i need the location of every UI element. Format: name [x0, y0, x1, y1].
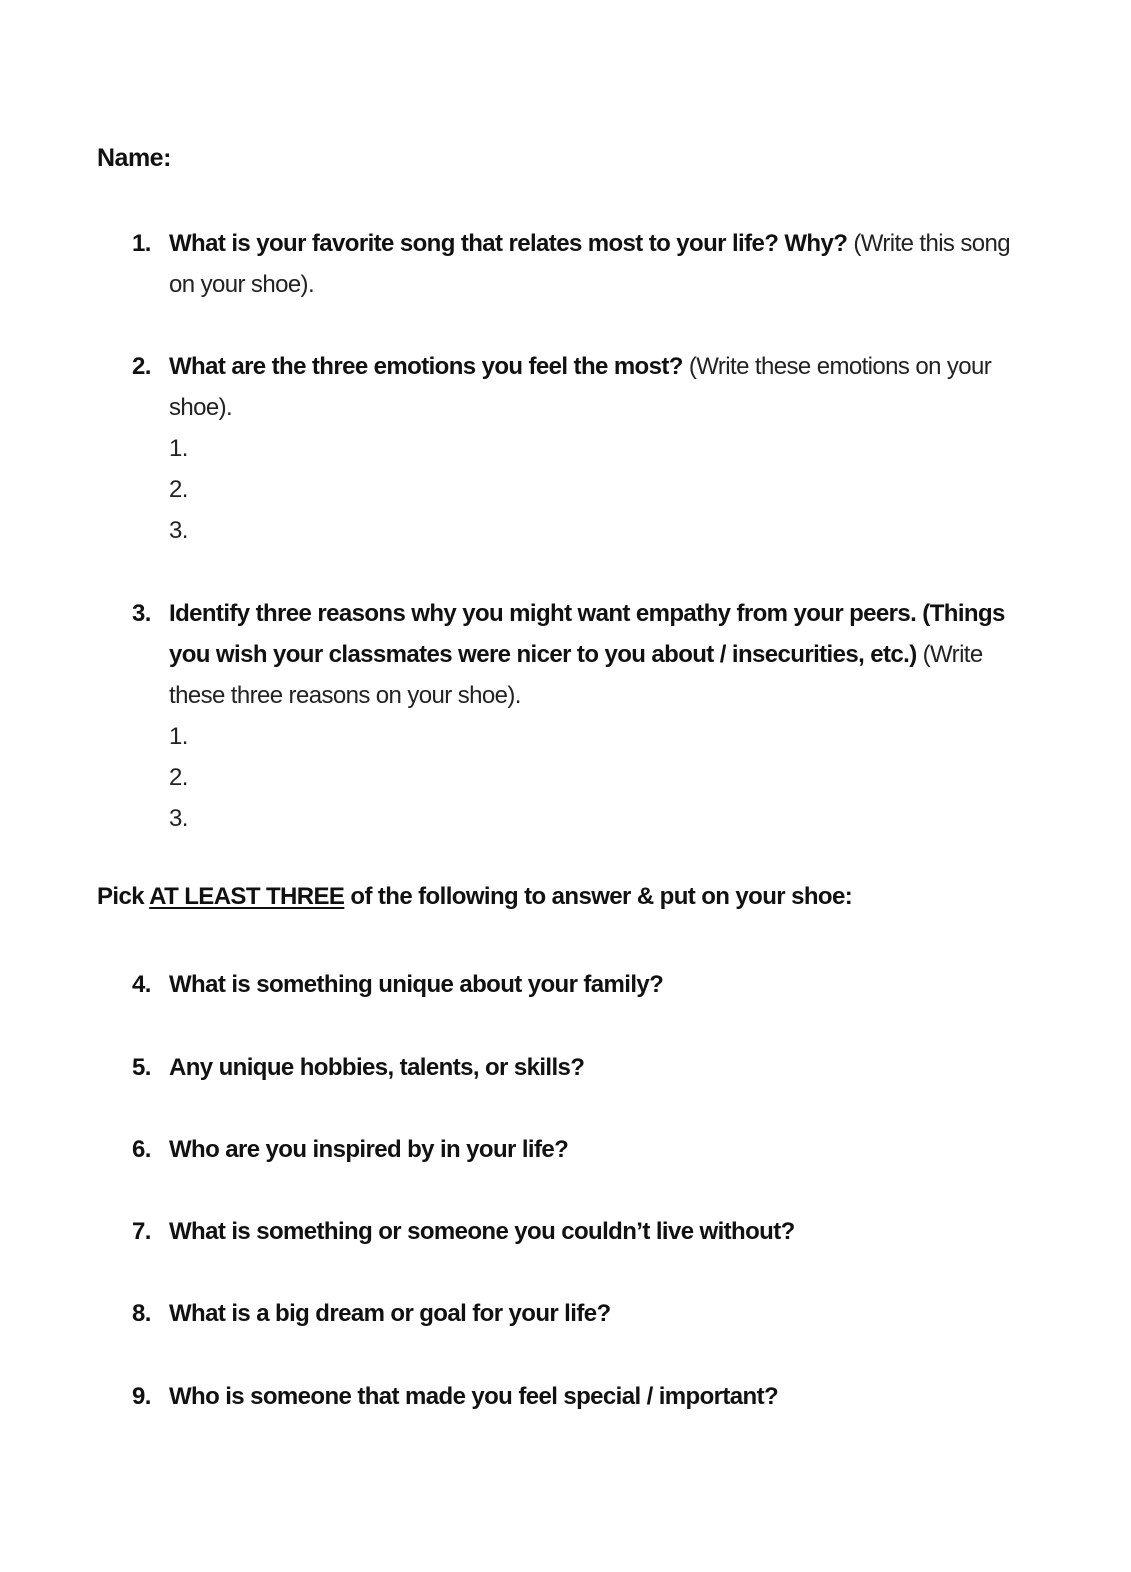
question-3 — [132, 593, 1032, 839]
question-text: What is something or someone you couldn’t live without? — [169, 1218, 795, 1245]
answer-line: 2. — [169, 764, 188, 791]
answer-line: 3. — [169, 805, 188, 832]
question-8 — [132, 1293, 1032, 1334]
question-number: 8. — [132, 1300, 151, 1327]
question-2 — [132, 346, 1032, 551]
question-instruction: (Write this song on your shoe). — [169, 230, 1011, 298]
question-text: What is your favorite song that relates most to your life? Why? — [169, 230, 848, 257]
question-text: Who is someone that made you feel special / important? — [169, 1383, 779, 1410]
instruction-emphasis: AT LEAST THREE — [149, 883, 345, 910]
section-instruction — [97, 883, 852, 911]
question-text: What is a big dream or goal for your life? — [169, 1300, 611, 1327]
answer-line: 1. — [169, 723, 188, 750]
question-number: 6. — [132, 1136, 151, 1163]
question-1 — [132, 223, 1032, 305]
question-number: 7. — [132, 1218, 151, 1245]
instruction-suffix: of the following to answer & put on your shoe: — [344, 883, 853, 910]
question-number: 1. — [132, 230, 151, 257]
answer-line: 2. — [169, 476, 188, 503]
question-number: 4. — [132, 971, 151, 998]
question-number: 2. — [132, 353, 151, 380]
question-instruction: (Write these three reasons on your shoe). — [169, 641, 983, 709]
question-text: Any unique hobbies, talents, or skills? — [169, 1054, 585, 1081]
question-number: 9. — [132, 1383, 151, 1410]
question-text: Who are you inspired by in your life? — [169, 1136, 569, 1163]
instruction-prefix: Pick — [97, 883, 150, 910]
question-instruction: (Write these emotions on your shoe). — [169, 353, 992, 421]
question-text: What are the three emotions you feel the most? — [169, 353, 683, 380]
question-5 — [132, 1047, 1032, 1088]
answer-line: 1. — [169, 435, 188, 462]
answer-line: 3. — [169, 517, 188, 544]
question-6 — [132, 1129, 1032, 1170]
question-text: What is something unique about your family? — [169, 971, 664, 998]
question-7 — [132, 1211, 1032, 1252]
question-9 — [132, 1376, 1032, 1417]
question-4 — [132, 964, 1032, 1005]
question-number: 3. — [132, 600, 151, 627]
name-label: Name: — [97, 144, 171, 172]
question-text: Identify three reasons why you might want empathy from your peers. (Things you wish your classmates were nicer to you about / insecurities, etc.) — [169, 600, 1005, 668]
question-number: 5. — [132, 1054, 151, 1081]
